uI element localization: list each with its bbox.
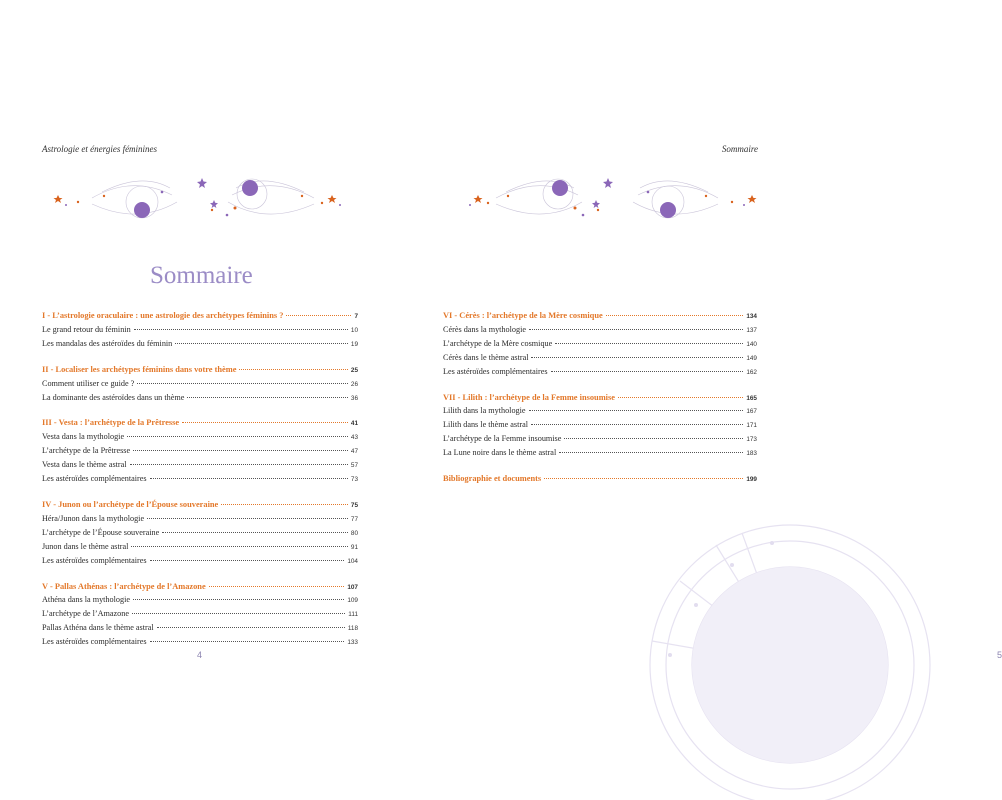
- dot-leader: [544, 478, 743, 479]
- toc-entry[interactable]: [42, 541, 358, 555]
- page-number: 104: [347, 557, 358, 565]
- toc-heading[interactable]: [443, 310, 757, 324]
- dot-leader: [157, 627, 345, 628]
- page-number: 173: [746, 436, 757, 444]
- dot-leader: [150, 641, 345, 642]
- toc-heading[interactable]: [42, 364, 358, 378]
- dot-leader: [162, 532, 348, 533]
- toc-entry-label: Le grand retour du féminin: [42, 324, 131, 334]
- toc-heading-label: IV - Junon ou l’archétype de l’Épouse souveraine: [42, 499, 219, 509]
- page-number: 133: [347, 639, 358, 647]
- toc-entry-label: L’archétype de la Mère cosmique: [443, 338, 553, 348]
- toc-entry-label: Les astéroïdes complémentaires: [443, 366, 548, 376]
- toc-entry[interactable]: [443, 447, 757, 461]
- page-number: 47: [350, 448, 358, 456]
- toc-entry[interactable]: [42, 431, 358, 445]
- toc-entry-label: La dominante des astéroïdes dans un thème: [42, 392, 185, 402]
- dot-leader: [133, 599, 344, 600]
- toc-entry-label: L’archétype de la Femme insoumise: [443, 434, 562, 444]
- toc-heading-label: Bibliographie et documents: [443, 474, 542, 484]
- toc-heading[interactable]: [42, 310, 358, 324]
- page-number: 91: [350, 543, 358, 551]
- toc-heading-label: II - Localiser les archétypes féminins dans votre thème: [42, 364, 237, 374]
- toc-entry-label: Cérès dans la mythologie: [443, 324, 526, 334]
- dot-leader: [564, 438, 743, 439]
- toc-entry-label: L’archétype de la Prêtresse: [42, 446, 131, 456]
- toc-entry[interactable]: [42, 513, 358, 527]
- toc-heading-label: VI - Cérès : l’archétype de la Mère cosmique: [443, 311, 603, 320]
- page-number: 41: [350, 420, 358, 428]
- toc-section: [42, 364, 358, 406]
- toc-entry-label: L’archétype de l’Épouse souveraine: [42, 527, 160, 537]
- toc-section: [42, 499, 358, 569]
- toc-entry[interactable]: [42, 473, 358, 487]
- page-number: 107: [347, 583, 358, 591]
- moon-planets-ornament-icon: [52, 170, 352, 230]
- page-number: 165: [746, 394, 757, 402]
- dot-leader: [529, 329, 743, 330]
- toc-heading-label: VII - Lilith : l’archétype de la Femme insoumise: [443, 392, 615, 402]
- page-number: 73: [350, 476, 358, 484]
- toc-entry[interactable]: [42, 636, 358, 650]
- toc-entry-label: Lilith dans le thème astral: [443, 420, 529, 430]
- dot-leader: [137, 383, 348, 384]
- dot-leader: [175, 343, 348, 344]
- toc-entry[interactable]: [42, 445, 358, 459]
- running-head: Astrologie et énergies féminines: [42, 144, 158, 154]
- toc-entry-label: Junon dans le thème astral: [42, 541, 129, 551]
- toc-entry[interactable]: [42, 338, 358, 352]
- dot-leader: [134, 329, 348, 330]
- toc-entry-label: Les mandalas des astéroïdes du féminin: [42, 338, 173, 348]
- page-number: 57: [350, 462, 358, 470]
- dot-leader: [559, 452, 743, 453]
- dot-leader: [531, 357, 743, 358]
- table-of-contents-left: [42, 310, 358, 662]
- dot-leader: [150, 560, 345, 561]
- toc-entry-label: Vesta dans la mythologie: [42, 432, 125, 442]
- page-number: 167: [746, 408, 757, 416]
- page-number: 118: [347, 625, 358, 633]
- table-of-contents-right: [443, 310, 757, 499]
- page-number: 36: [350, 394, 358, 402]
- toc-section: [443, 392, 757, 462]
- toc-section: [443, 473, 757, 487]
- page-number: 199: [746, 476, 757, 484]
- toc-heading[interactable]: [42, 581, 358, 595]
- page-number: 25: [350, 366, 358, 374]
- dot-leader: [551, 371, 744, 372]
- toc-heading[interactable]: [42, 499, 358, 513]
- toc-entry-label: Athéna dans la mythologie: [42, 595, 130, 605]
- toc-section: [42, 417, 358, 487]
- toc-heading[interactable]: [443, 392, 757, 406]
- page-folio: 5: [997, 650, 1002, 660]
- page-number: 140: [746, 340, 757, 348]
- page-number: 171: [746, 422, 757, 430]
- dot-leader: [150, 478, 348, 479]
- dot-leader: [182, 422, 348, 423]
- toc-entry-label: L’archétype de l’Amazone: [42, 609, 129, 619]
- toc-heading-label: I - L’astrologie oraculaire : une astrologie des archétypes féminins ?: [42, 311, 284, 320]
- toc-entry-label: Vesta dans le thème astral: [42, 460, 127, 470]
- toc-heading-label: III - Vesta : l’archétype de la Prêtresse: [42, 418, 180, 428]
- page-number: 80: [350, 529, 358, 537]
- page-number: 7: [354, 313, 358, 320]
- dot-leader: [147, 518, 348, 519]
- toc-entry[interactable]: [443, 419, 757, 433]
- toc-entry-label: Cérès dans le thème astral: [443, 352, 529, 362]
- dot-leader: [187, 397, 348, 398]
- dot-leader: [131, 546, 347, 547]
- dot-leader: [529, 410, 744, 411]
- toc-section: [42, 581, 358, 651]
- dot-leader: [618, 397, 743, 398]
- dot-leader: [132, 613, 345, 614]
- dot-leader: [239, 369, 347, 370]
- toc-entry-label: Comment utiliser ce guide ?: [42, 378, 135, 388]
- dot-leader: [130, 464, 348, 465]
- toc-entry[interactable]: [443, 366, 757, 380]
- page-number: 183: [746, 450, 757, 458]
- toc-entry-label: La Lune noire dans le thème astral: [443, 448, 557, 458]
- toc-entry-label: Pallas Athéna dans le thème astral: [42, 623, 154, 633]
- page-folio: 4: [197, 650, 203, 660]
- dot-leader: [127, 436, 348, 437]
- left-page: [0, 0, 400, 800]
- page-number: 137: [746, 326, 757, 334]
- toc-entry-label: Héra/Junon dans la mythologie: [42, 513, 145, 523]
- toc-entry[interactable]: [42, 608, 358, 622]
- dot-leader: [133, 450, 348, 451]
- toc-entry[interactable]: [42, 622, 358, 636]
- toc-entry[interactable]: [42, 555, 358, 569]
- page-number: 77: [350, 515, 358, 523]
- running-head: Sommaire: [721, 144, 758, 154]
- toc-entry[interactable]: [443, 324, 757, 338]
- toc-heading-label: V - Pallas Athénas : l’archétype de l’Amazone: [42, 581, 206, 591]
- page-number: 111: [348, 611, 358, 619]
- moon-planets-ornament-icon: [458, 170, 758, 230]
- page-number: 19: [350, 340, 358, 348]
- toc-entry-label: Les astéroïdes complémentaires: [42, 474, 147, 484]
- dot-leader: [286, 315, 351, 316]
- toc-entry[interactable]: [443, 338, 757, 352]
- toc-entry[interactable]: [42, 527, 358, 541]
- page-number: 134: [746, 313, 757, 320]
- toc-entry[interactable]: [42, 594, 358, 608]
- dot-leader: [209, 586, 345, 587]
- page-number: 26: [350, 380, 358, 388]
- page-title: Sommaire: [150, 262, 253, 289]
- toc-entry[interactable]: [42, 392, 358, 406]
- toc-heading[interactable]: [443, 473, 757, 487]
- page-number: 162: [746, 368, 757, 376]
- dot-leader: [221, 504, 348, 505]
- toc-entry[interactable]: [42, 378, 358, 392]
- page-number: 10: [350, 326, 358, 334]
- page-number: 149: [746, 354, 757, 362]
- toc-section: [42, 310, 358, 352]
- dot-leader: [606, 315, 744, 316]
- toc-entry[interactable]: [443, 352, 757, 366]
- page-number: 109: [347, 597, 358, 605]
- dot-leader: [531, 424, 743, 425]
- toc-entry[interactable]: [443, 405, 757, 419]
- toc-heading[interactable]: [42, 417, 358, 431]
- dot-leader: [555, 343, 743, 344]
- toc-entry-label: Les astéroïdes complémentaires: [42, 555, 147, 565]
- page-number: 43: [350, 434, 358, 442]
- toc-entry-label: Les astéroïdes complémentaires: [42, 637, 147, 647]
- toc-entry[interactable]: [443, 433, 757, 447]
- page-number: 75: [350, 501, 358, 509]
- toc-entry[interactable]: [42, 459, 358, 473]
- toc-entry[interactable]: [42, 324, 358, 338]
- toc-section: [443, 310, 757, 380]
- zodiac-wheel-decoration-icon: [640, 515, 800, 675]
- toc-entry-label: Lilith dans la mythologie: [443, 406, 526, 416]
